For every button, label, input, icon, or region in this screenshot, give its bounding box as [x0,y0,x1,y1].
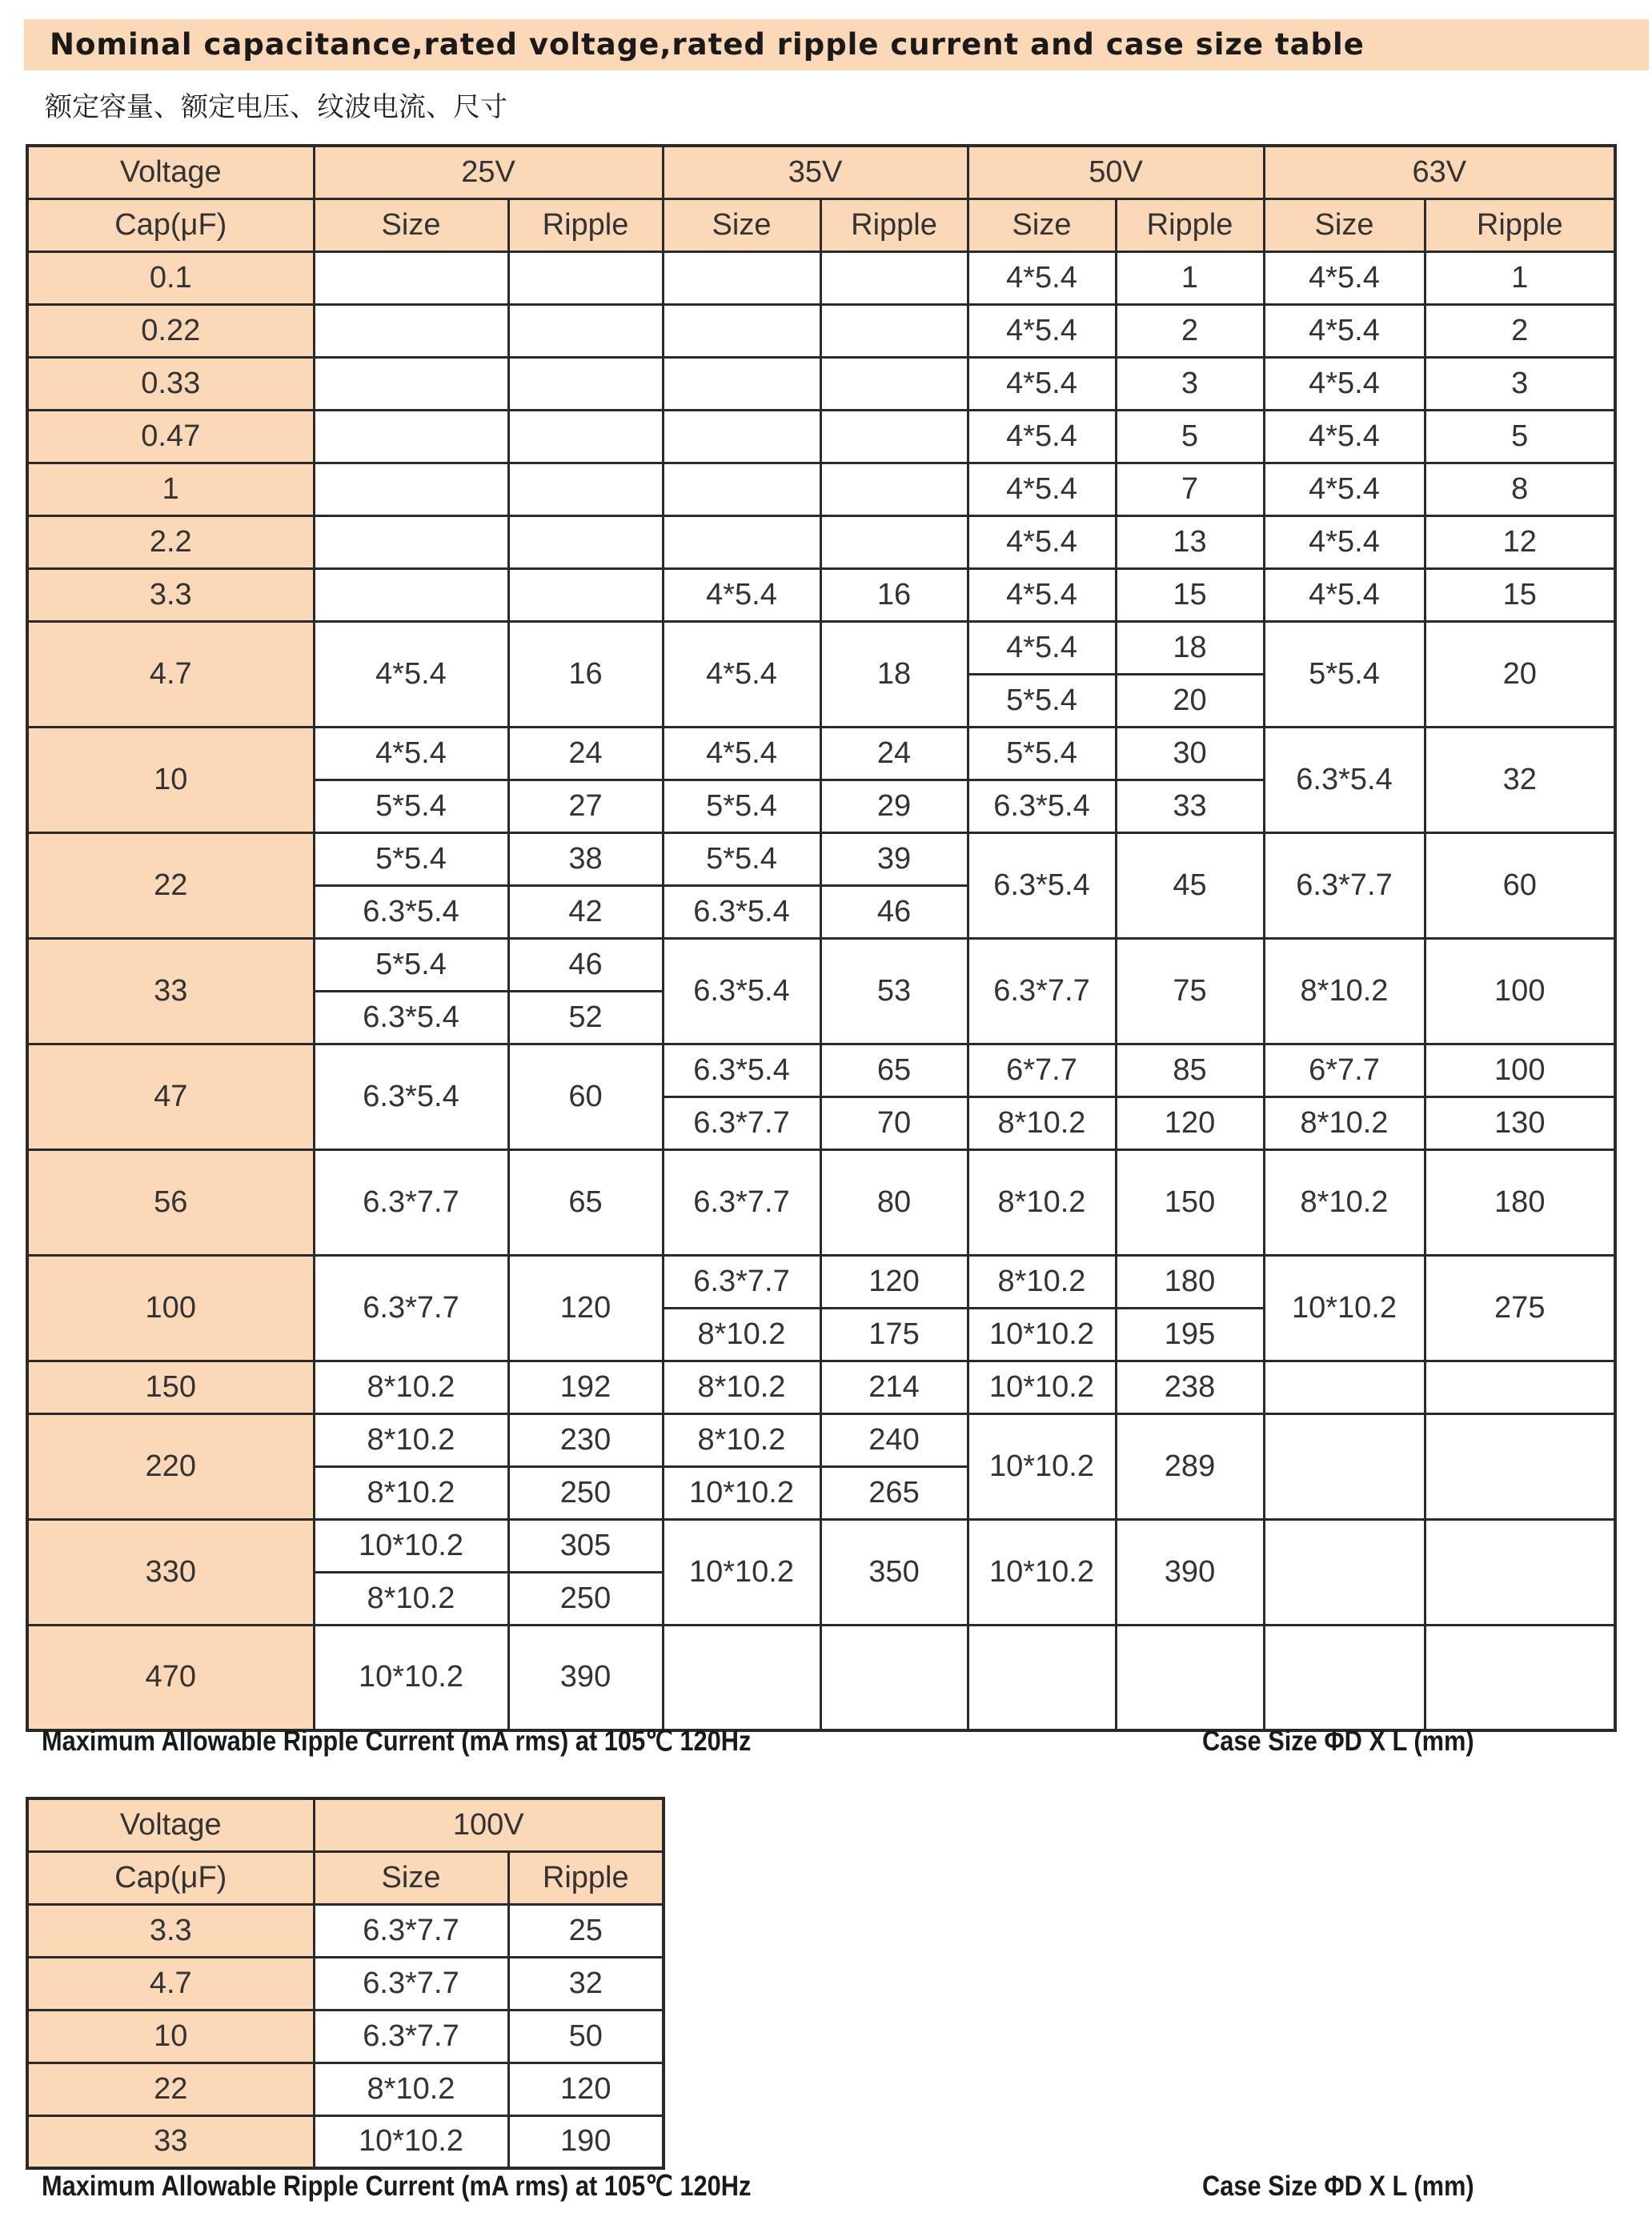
empty-cell [314,357,508,410]
size-cell: 4*5.4 [314,621,508,727]
cap-value: 150 [27,1361,314,1413]
size-cell: 5*5.4 [314,832,508,885]
empty-cell [314,463,508,515]
size-cell: 6.3*7.7 [314,2010,508,2063]
size-cell: 8*10.2 [663,1308,820,1361]
ripple-cell: 70 [820,1096,968,1149]
cap-value: 4.7 [27,621,314,727]
ripple-cell: 120 [508,2063,664,2115]
ripple-cell: 85 [1116,1044,1264,1096]
size-cell: 10*10.2 [314,2115,508,2168]
ripple-cell: 32 [508,1957,664,2010]
table-row [27,2063,664,2115]
empty-cell [1264,1361,1425,1413]
ripple-cell: 46 [508,938,663,991]
empty-cell [663,357,820,410]
empty-cell [820,357,968,410]
empty-cell [508,410,663,463]
ripple-cell: 190 [508,2115,664,2168]
ripple-cell: 38 [508,832,663,885]
ripple-cell: 60 [508,1044,663,1149]
empty-cell [820,1625,968,1730]
ripple-cell: 180 [1425,1149,1615,1255]
size-header: Size [314,198,508,251]
table-row [27,357,1615,410]
cap-value: 3.3 [27,1904,314,1957]
empty-cell [820,410,968,463]
voltage-label: Voltage [27,146,314,198]
size-cell: 4*5.4 [1264,304,1425,357]
size-cell: 4*5.4 [968,251,1116,304]
size-cell: 4*5.4 [968,621,1116,674]
ripple-cell: 45 [1116,832,1264,938]
ripple-cell: 33 [1116,780,1264,832]
ripple-cell: 16 [820,568,968,621]
ripple-cell: 25 [508,1904,664,1957]
empty-cell [508,515,663,568]
size-cell: 8*10.2 [1264,938,1425,1044]
empty-cell [820,515,968,568]
size-cell: 4*5.4 [968,304,1116,357]
size-cell: 10*10.2 [968,1361,1116,1413]
ripple-cell: 2 [1116,304,1264,357]
empty-cell [1264,1413,1425,1519]
ripple-cell: 265 [820,1466,968,1519]
table-row [27,1255,1615,1308]
size-cell: 10*10.2 [314,1519,508,1572]
empty-cell [663,463,820,515]
empty-cell [663,410,820,463]
cap-value: 0.1 [27,251,314,304]
ripple-cell: 24 [508,727,663,780]
table-row [27,2115,664,2168]
ripple-cell: 1 [1116,251,1264,304]
cap-label: Cap(μF) [27,198,314,251]
voltage-header: 50V [968,146,1264,198]
ripple-cell: 120 [508,1255,663,1361]
ripple-cell: 100 [1425,1044,1615,1096]
cap-value: 4.7 [27,1957,314,2010]
table-row [27,1519,1615,1572]
size-cell: 6.3*7.7 [314,1957,508,2010]
ripple-cell: 250 [508,1466,663,1519]
ripple-header: Ripple [508,198,663,251]
size-cell: 8*10.2 [314,1361,508,1413]
table-row [27,1413,1615,1466]
size-cell: 5*5.4 [663,780,820,832]
ripple-cell: 27 [508,780,663,832]
ripple-cell: 80 [820,1149,968,1255]
header-row-voltage [27,1798,664,1851]
ripple-cell: 20 [1425,621,1615,727]
ripple-cell: 13 [1116,515,1264,568]
size-cell: 8*10.2 [1264,1149,1425,1255]
ripple-cell: 16 [508,621,663,727]
size-header: Size [314,1851,508,1904]
ripple-footnote: Maximum Allowable Ripple Current (mA rms) at 105℃ 120Hz [42,2171,752,2202]
size-cell: 8*10.2 [314,1413,508,1466]
size-cell: 6.3*7.7 [314,1149,508,1255]
empty-cell [1425,1361,1615,1413]
table-row [27,1149,1615,1255]
size-cell: 4*5.4 [1264,251,1425,304]
voltage-header: 100V [314,1798,664,1851]
size-cell: 5*5.4 [968,674,1116,727]
size-header: Size [663,198,820,251]
empty-cell [663,1625,820,1730]
size-cell: 4*5.4 [1264,515,1425,568]
ripple-header: Ripple [820,198,968,251]
ripple-header: Ripple [1425,198,1615,251]
ripple-cell: 120 [1116,1096,1264,1149]
size-cell: 6.3*7.7 [314,1255,508,1361]
ripple-header: Ripple [1116,198,1264,251]
size-cell: 6.3*5.4 [314,991,508,1044]
empty-cell [968,1625,1116,1730]
ripple-cell: 305 [508,1519,663,1572]
ripple-cell: 192 [508,1361,663,1413]
cap-value: 33 [27,938,314,1044]
ripple-cell: 2 [1425,304,1615,357]
cap-value: 220 [27,1413,314,1519]
empty-cell [314,304,508,357]
cap-value: 470 [27,1625,314,1730]
ripple-cell: 15 [1425,568,1615,621]
voltage-label: Voltage [27,1798,314,1851]
ripple-cell: 65 [820,1044,968,1096]
ripple-cell: 275 [1425,1255,1615,1361]
cap-value: 47 [27,1044,314,1149]
ripple-cell: 60 [1425,832,1615,938]
size-cell: 6.3*5.4 [663,938,820,1044]
ripple-header: Ripple [508,1851,664,1904]
ripple-cell: 350 [820,1519,968,1625]
size-cell: 5*5.4 [314,938,508,991]
ripple-cell: 53 [820,938,968,1044]
ripple-cell: 5 [1116,410,1264,463]
size-header: Size [968,198,1116,251]
size-cell: 6.3*7.7 [663,1096,820,1149]
size-header: Size [1264,198,1425,251]
case-size-footnote: Case Size ΦD X L (mm) [1202,2171,1474,2202]
cap-value: 0.33 [27,357,314,410]
ripple-cell: 120 [820,1255,968,1308]
size-cell: 4*5.4 [968,568,1116,621]
ripple-cell: 52 [508,991,663,1044]
size-cell: 6.3*7.7 [968,938,1116,1044]
empty-cell [820,463,968,515]
cap-value: 330 [27,1519,314,1625]
table-row [27,1904,664,1957]
size-cell: 5*5.4 [663,832,820,885]
empty-cell [314,410,508,463]
size-cell: 10*10.2 [968,1308,1116,1361]
ripple-cell: 75 [1116,938,1264,1044]
empty-cell [1264,1625,1425,1730]
cap-value: 56 [27,1149,314,1255]
table-row [27,515,1615,568]
table-row [27,463,1615,515]
cap-value: 0.22 [27,304,314,357]
size-cell: 8*10.2 [663,1413,820,1466]
page-title: Nominal capacitance,rated voltage,rated ripple current and case size table [24,19,1649,70]
size-cell: 10*10.2 [968,1413,1116,1519]
table-row [27,1044,1615,1096]
size-cell: 10*10.2 [663,1466,820,1519]
empty-cell [314,568,508,621]
table-row [27,621,1615,674]
empty-cell [508,568,663,621]
ripple-cell: 18 [1116,621,1264,674]
ripple-cell: 5 [1425,410,1615,463]
ripple-cell: 238 [1116,1361,1264,1413]
ripple-cell: 230 [508,1413,663,1466]
empty-cell [508,251,663,304]
ripple-cell: 3 [1425,357,1615,410]
empty-cell [1425,1413,1615,1519]
size-cell: 10*10.2 [314,1625,508,1730]
voltage-header: 35V [663,146,968,198]
ripple-cell: 65 [508,1149,663,1255]
ripple-cell: 175 [820,1308,968,1361]
empty-cell [508,357,663,410]
table-row [27,251,1615,304]
size-cell: 4*5.4 [968,357,1116,410]
table-row [27,410,1615,463]
cap-value: 3.3 [27,568,314,621]
header-row-columns [27,1851,664,1904]
ripple-cell: 42 [508,885,663,938]
ripple-cell: 1 [1425,251,1615,304]
empty-cell [663,304,820,357]
size-cell: 8*10.2 [314,2063,508,2115]
ripple-footnote: Maximum Allowable Ripple Current (mA rms) at 105℃ 120Hz [42,1726,752,1757]
ripple-cell: 289 [1116,1413,1264,1519]
size-cell: 6.3*5.4 [968,832,1116,938]
table-row [27,938,1615,991]
cap-value: 22 [27,832,314,938]
cap-value: 10 [27,2010,314,2063]
empty-cell [1425,1625,1615,1730]
ripple-cell: 39 [820,832,968,885]
empty-cell [508,304,663,357]
size-cell: 6*7.7 [968,1044,1116,1096]
size-cell: 10*10.2 [1264,1255,1425,1361]
ripple-cell: 3 [1116,357,1264,410]
case-size-footnote: Case Size ΦD X L (mm) [1202,1726,1474,1757]
empty-cell [1116,1625,1264,1730]
empty-cell [1264,1519,1425,1625]
size-cell: 4*5.4 [1264,410,1425,463]
size-cell: 6.3*7.7 [1264,832,1425,938]
size-cell: 5*5.4 [968,727,1116,780]
cap-label: Cap(μF) [27,1851,314,1904]
size-cell: 8*10.2 [968,1255,1116,1308]
capacitance-table [26,144,1617,1732]
ripple-cell: 29 [820,780,968,832]
voltage-header: 63V [1264,146,1615,198]
size-cell: 8*10.2 [314,1572,508,1625]
table-row [27,304,1615,357]
size-cell: 6.3*5.4 [663,885,820,938]
size-cell: 4*5.4 [1264,463,1425,515]
cap-value: 2.2 [27,515,314,568]
size-cell: 8*10.2 [968,1096,1116,1149]
empty-cell [820,251,968,304]
table-row [27,1625,1615,1730]
ripple-cell: 130 [1425,1096,1615,1149]
size-cell: 8*10.2 [663,1361,820,1413]
empty-cell [314,515,508,568]
ripple-cell: 214 [820,1361,968,1413]
ripple-cell: 100 [1425,938,1615,1044]
cap-value: 100 [27,1255,314,1361]
table-row [27,568,1615,621]
size-cell: 6.3*7.7 [663,1149,820,1255]
ripple-cell: 7 [1116,463,1264,515]
size-cell: 4*5.4 [968,410,1116,463]
ripple-cell: 12 [1425,515,1615,568]
ripple-cell: 150 [1116,1149,1264,1255]
table-row [27,832,1615,885]
cap-value: 1 [27,463,314,515]
size-cell: 6.3*5.4 [314,885,508,938]
size-cell: 4*5.4 [968,515,1116,568]
size-cell: 4*5.4 [663,727,820,780]
size-cell: 5*5.4 [314,780,508,832]
ripple-cell: 46 [820,885,968,938]
size-cell: 4*5.4 [663,568,820,621]
size-cell: 6*7.7 [1264,1044,1425,1096]
empty-cell [314,251,508,304]
ripple-cell: 15 [1116,568,1264,621]
size-cell: 8*10.2 [968,1149,1116,1255]
ripple-cell: 18 [820,621,968,727]
empty-cell [663,251,820,304]
size-cell: 6.3*5.4 [663,1044,820,1096]
header-row-voltage [27,146,1615,198]
size-cell: 5*5.4 [1264,621,1425,727]
table-row [27,2010,664,2063]
size-cell: 10*10.2 [968,1519,1116,1625]
ripple-cell: 195 [1116,1308,1264,1361]
voltage-header: 25V [314,146,663,198]
size-cell: 4*5.4 [1264,568,1425,621]
empty-cell [663,515,820,568]
size-cell: 8*10.2 [1264,1096,1425,1149]
table-row [27,727,1615,780]
size-cell: 4*5.4 [314,727,508,780]
ripple-cell: 32 [1425,727,1615,832]
empty-cell [508,463,663,515]
empty-cell [1425,1519,1615,1625]
table-row [27,1957,664,2010]
size-cell: 8*10.2 [314,1466,508,1519]
size-cell: 4*5.4 [1264,357,1425,410]
ripple-cell: 240 [820,1413,968,1466]
size-cell: 10*10.2 [663,1519,820,1625]
header-row-columns [27,198,1615,251]
ripple-cell: 24 [820,727,968,780]
ripple-cell: 250 [508,1572,663,1625]
ripple-cell: 50 [508,2010,664,2063]
ripple-cell: 390 [508,1625,663,1730]
cap-value: 22 [27,2063,314,2115]
ripple-cell: 30 [1116,727,1264,780]
size-cell: 4*5.4 [663,621,820,727]
capacitance-table-100v [26,1797,665,2170]
ripple-cell: 180 [1116,1255,1264,1308]
size-cell: 4*5.4 [968,463,1116,515]
ripple-cell: 390 [1116,1519,1264,1625]
empty-cell [820,304,968,357]
ripple-cell: 8 [1425,463,1615,515]
size-cell: 6.3*7.7 [314,1904,508,1957]
ripple-cell: 20 [1116,674,1264,727]
size-cell: 6.3*5.4 [1264,727,1425,832]
size-cell: 6.3*5.4 [968,780,1116,832]
cap-value: 33 [27,2115,314,2168]
size-cell: 6.3*7.7 [663,1255,820,1308]
table-row [27,1361,1615,1413]
page-subtitle: 额定容量、额定电压、纹波电流、尺寸 [45,91,507,123]
size-cell: 6.3*5.4 [314,1044,508,1149]
cap-value: 0.47 [27,410,314,463]
cap-value: 10 [27,727,314,832]
